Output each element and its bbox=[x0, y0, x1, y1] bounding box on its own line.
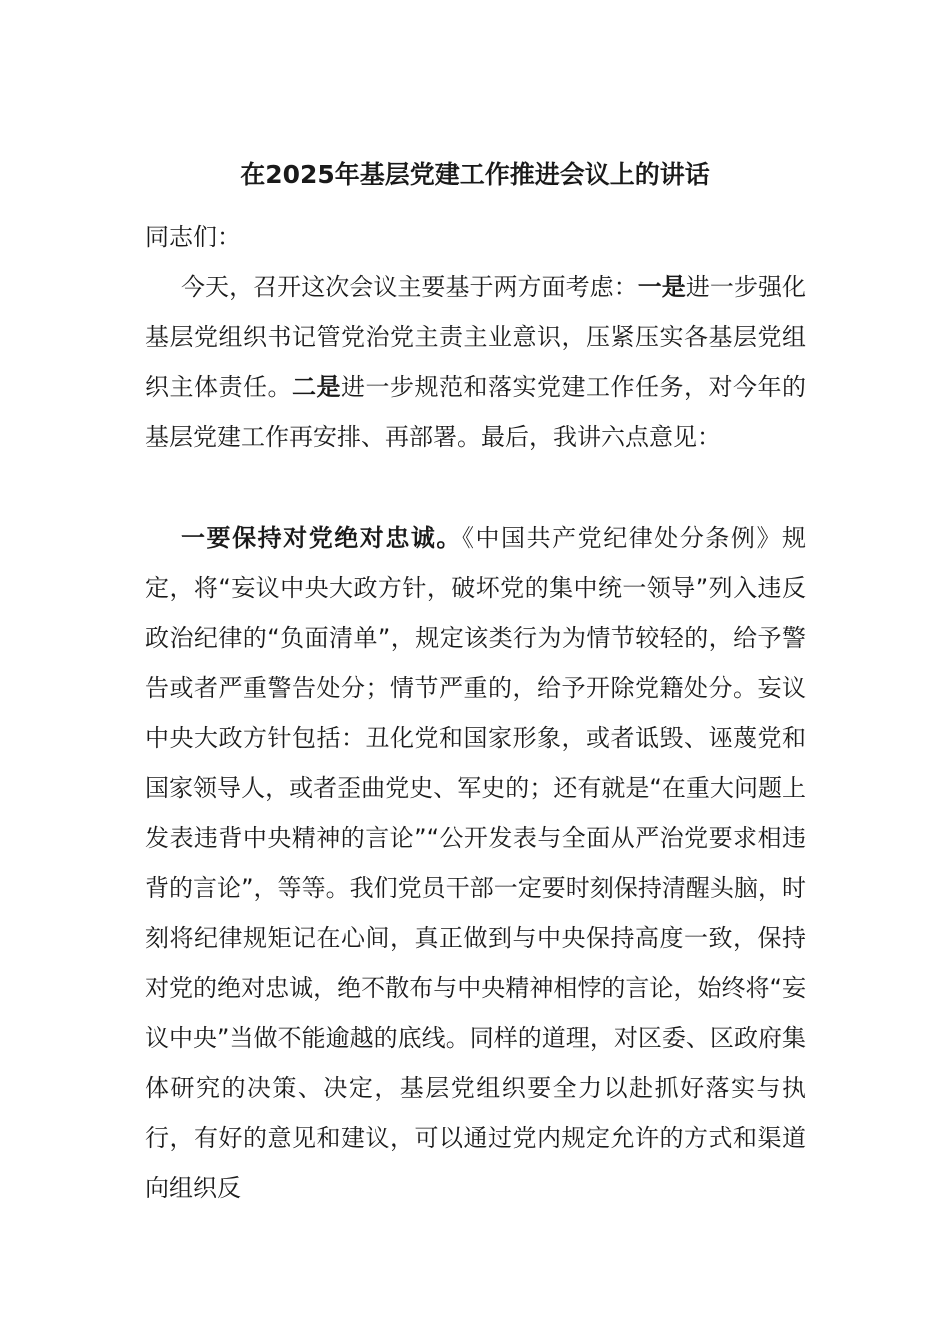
intro-text-c: 进一步规范和落实党建工作任务，对今年的基层党建工作再安排、再部署。最后，我讲六点意见： bbox=[145, 373, 806, 451]
point-one-marker: 一是 bbox=[637, 273, 686, 301]
point-two-marker: 二是 bbox=[292, 373, 341, 401]
paragraph-loyalty bbox=[145, 513, 806, 1213]
paragraph-loyalty-text bbox=[145, 513, 806, 1213]
loyalty-body-text: 《中国共产党纪律处分条例》规定，将“妄议中央大政方针，破坏党的集中统一领导”列入违反政治纪律的“负面清单”，规定该类行为为情节较轻的，给予警告或者严重警告处分；情节严重的，给予开除党籍处分。妄议中央大政方针包括：丑化党和国家形象，或者诋毁、诬蔑党和国家领导人，或者歪曲党史、军史的；还有就是“在重大问题上发表违背中央精神的言论”“公开发表与全面从严治党要求相违背的言论”，等等。我们党员干部一定要时刻保持清醒头脑，时刻将纪律规矩记在心间，真正做到与中央保持高度一致，保持对党的绝对忠诚，绝不散布与中央精神相悖的言论，始终将“妄议中央”当做不能逾越的底线。同样的道理，对区委、区政府集体研究的决策、决定，基层党组织要全力以赴抓好落实与执行，有好的意见和建议，可以通过党内规定允许的方式和渠道向组织反 bbox=[145, 524, 807, 1202]
section-heading-loyalty: 一要保持对党绝对忠诚。 bbox=[181, 524, 462, 552]
salutation-block bbox=[145, 212, 806, 262]
paragraph-intro bbox=[145, 262, 806, 462]
salutation: 同志们： bbox=[145, 223, 241, 251]
intro-text-b: 进一步强化基层党组织书记管党治党主责主业意识，压紧压实各基层党组织主体责任。 bbox=[145, 273, 807, 401]
intro-text-a: 今天，召开这次会议主要基于两方面考虑： bbox=[181, 273, 638, 301]
document-title: 在2025年基层党建工作推进会议上的讲话 bbox=[240, 160, 710, 189]
paragraph-intro-text bbox=[145, 262, 806, 462]
